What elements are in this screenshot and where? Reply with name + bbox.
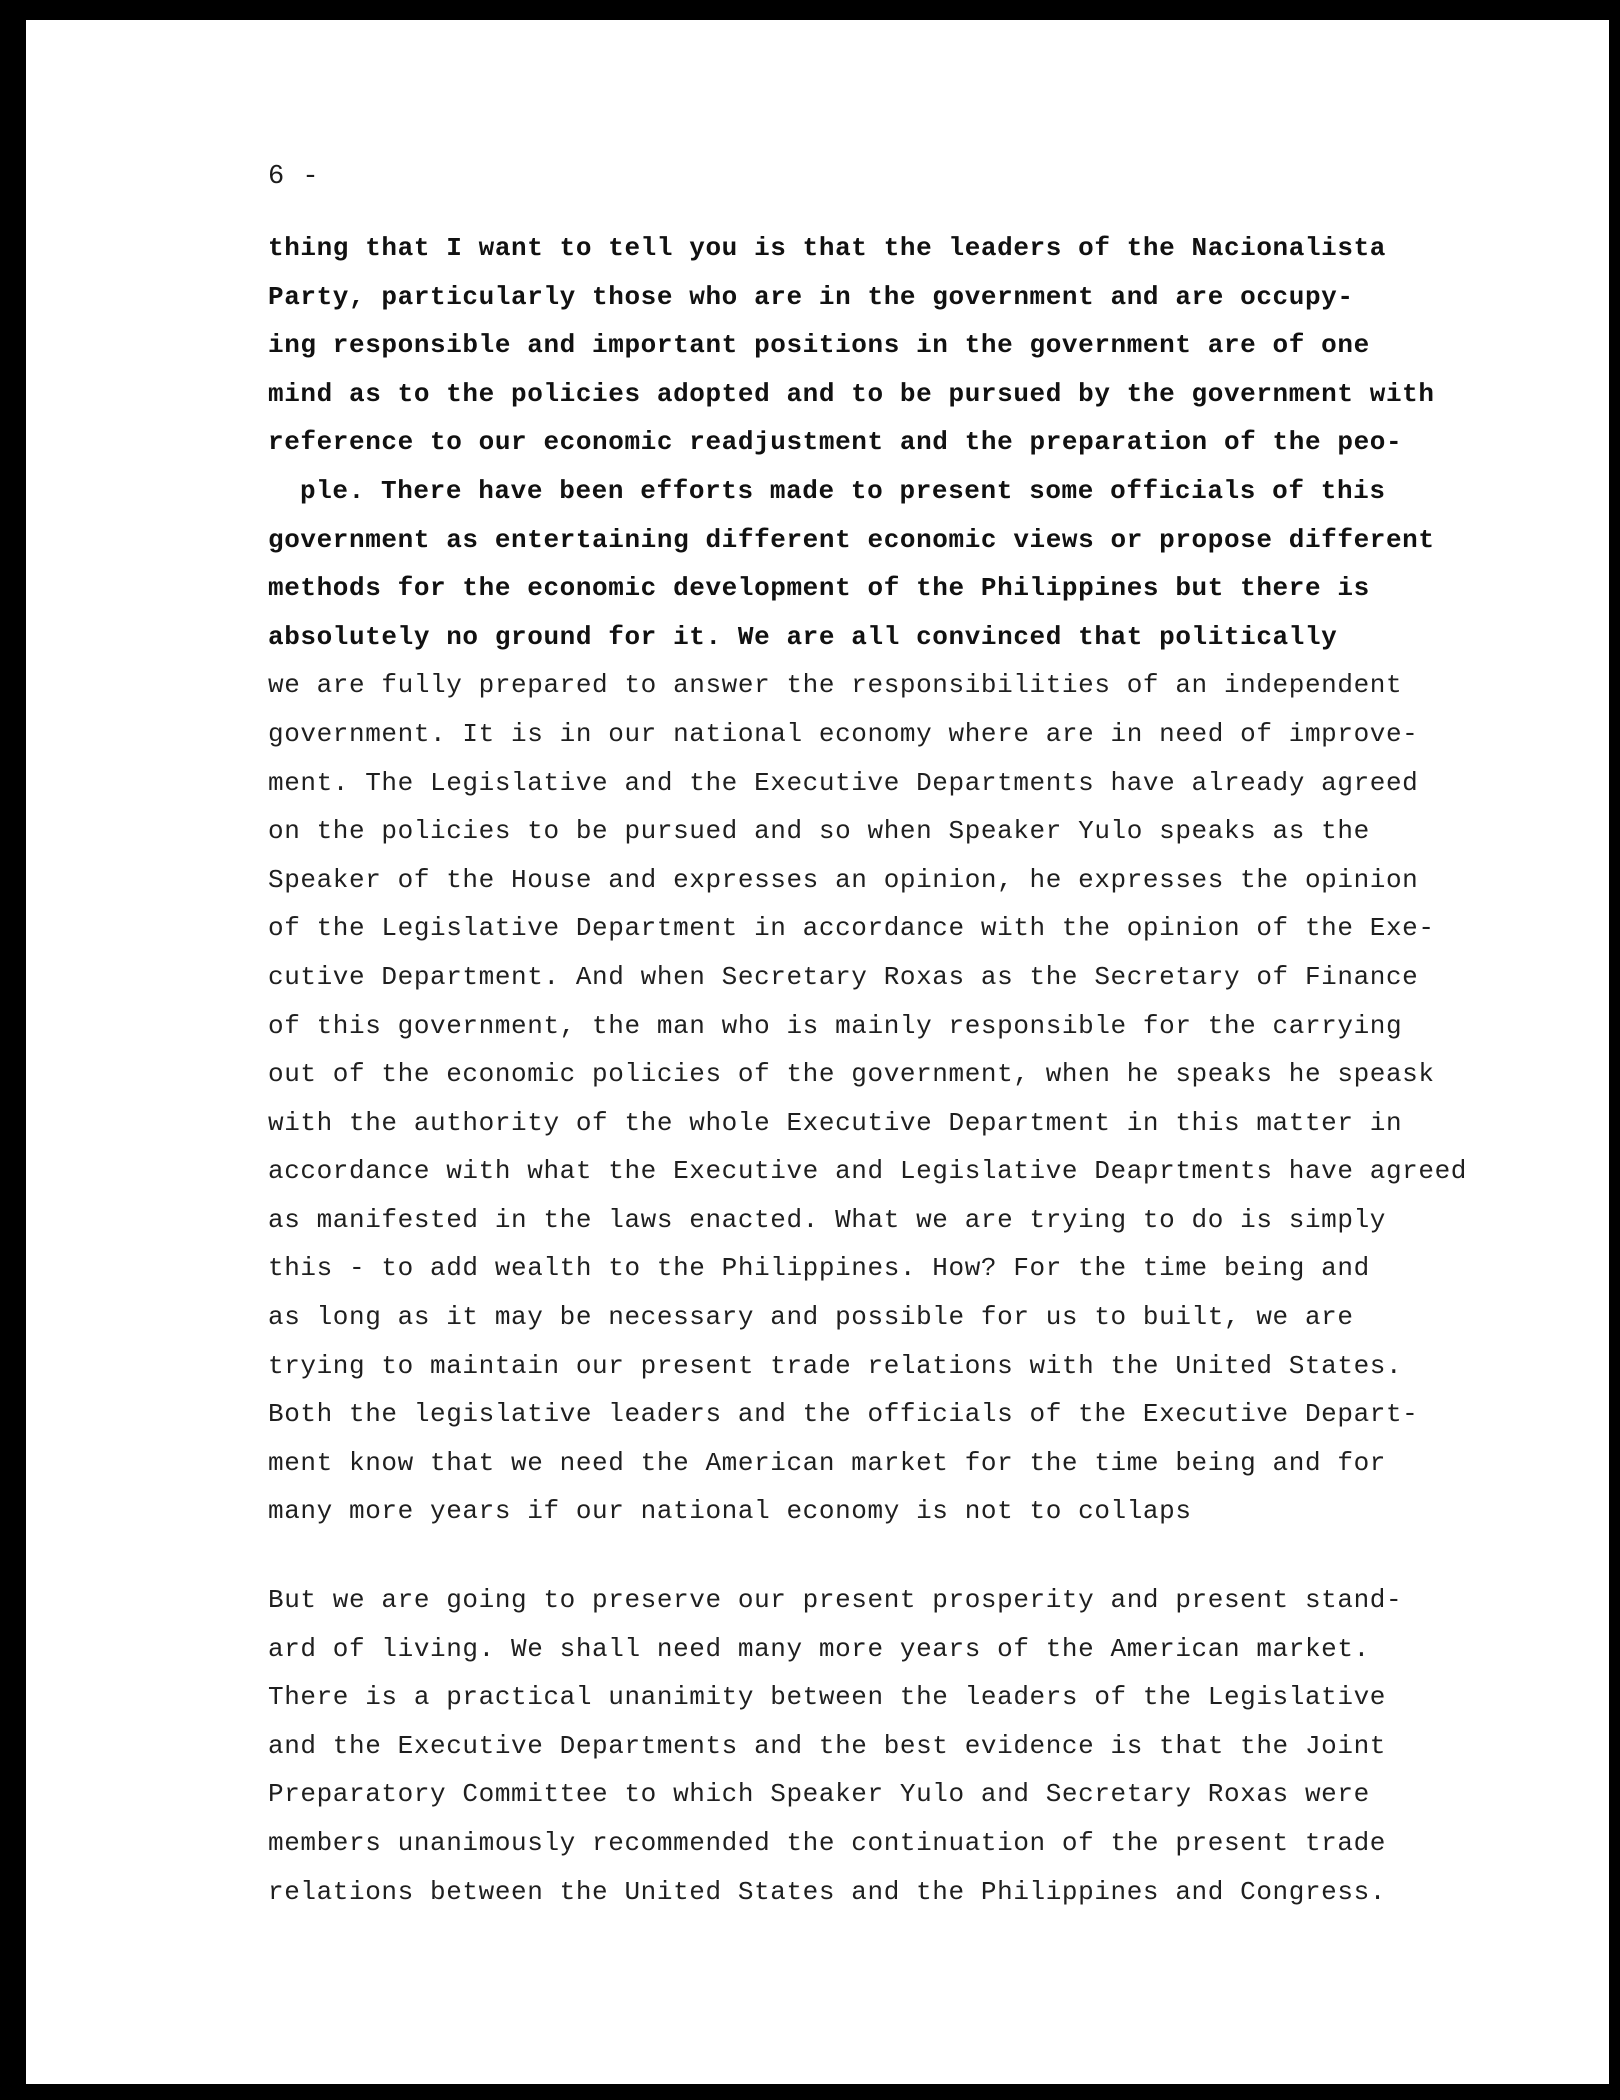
text-line: trying to maintain our present trade relations with the United States. — [268, 1350, 1403, 1381]
text-line: many more years if our national economy is not to collaps — [268, 1496, 1192, 1527]
text-line: ing responsible and important positions in the government are of one — [268, 330, 1370, 361]
text-line: of the Legislative Department in accordance with the opinion of the Exe- — [268, 913, 1435, 944]
text-line: Speaker of the House and expresses an opinion, he expresses the opinion — [268, 864, 1419, 895]
paragraph-1 — [268, 224, 1467, 1536]
text-line: relations between the United States and the Philippines and Congress. — [268, 1876, 1386, 1907]
text-line: cutive Department. And when Secretary Roxas as the Secretary of Finance — [268, 961, 1419, 992]
text-line: we are fully prepared to answer the responsibilities of an independent — [268, 670, 1403, 701]
text-line: ment know that we need the American market for the time being and for — [268, 1447, 1386, 1478]
text-line: ard of living. We shall need many more years of the American market. — [268, 1633, 1370, 1664]
text-line: with the authority of the whole Executive Department in this matter in — [268, 1107, 1403, 1138]
text-line: reference to our economic readjustment and the preparation of the peo- — [268, 427, 1403, 458]
paragraph-2 — [268, 1576, 1402, 1916]
text-line: on the policies to be pursued and so when Speaker Yulo speaks as the — [268, 816, 1370, 847]
text-line: members unanimously recommended the continuation of the present trade — [268, 1827, 1386, 1858]
text-line: out of the economic policies of the government, when he speaks he speask — [268, 1059, 1435, 1090]
text-line: of this government, the man who is mainly responsible for the carrying — [268, 1010, 1403, 1041]
text-line: ment. The Legislative and the Executive Departments have already agreed — [268, 767, 1419, 798]
text-line: mind as to the policies adopted and to be pursued by the government with — [268, 378, 1435, 409]
text-line: thing that I want to tell you is that the leaders of the Nacionalista — [268, 233, 1386, 263]
text-line: But we are going to preserve our present prosperity and present stand- — [268, 1585, 1403, 1615]
text-line: Both the legislative leaders and the officials of the Executive Depart- — [268, 1399, 1419, 1430]
text-line: There is a practical unanimity between the leaders of the Legislative — [268, 1682, 1386, 1713]
page-number: 6 - — [268, 162, 320, 192]
text-line: government as entertaining different economic views or propose different — [268, 524, 1435, 555]
text-line: and the Executive Departments and the best evidence is that the Joint — [268, 1730, 1386, 1761]
text-line: ple. There have been efforts made to present some officials of this — [300, 475, 1386, 506]
text-line: as manifested in the laws enacted. What we are trying to do is simply — [268, 1204, 1386, 1235]
text-line: methods for the economic development of the Philippines but there is — [268, 573, 1370, 604]
text-line: absolutely no ground for it. We are all convinced that politically — [268, 621, 1338, 652]
text-line: accordance with what the Executive and Legislative Deaprtments have agreed — [268, 1156, 1467, 1187]
text-line: as long as it may be necessary and possible for us to built, we are — [268, 1302, 1354, 1333]
text-line: this - to add wealth to the Philippines. How? For the time being and — [268, 1253, 1370, 1284]
text-line: government. It is in our national economy where are in need of improve- — [268, 718, 1419, 749]
text-line: Preparatory Committee to which Speaker Yulo and Secretary Roxas were — [268, 1779, 1370, 1810]
text-line: Party, particularly those who are in the government and are occupy- — [268, 281, 1354, 312]
